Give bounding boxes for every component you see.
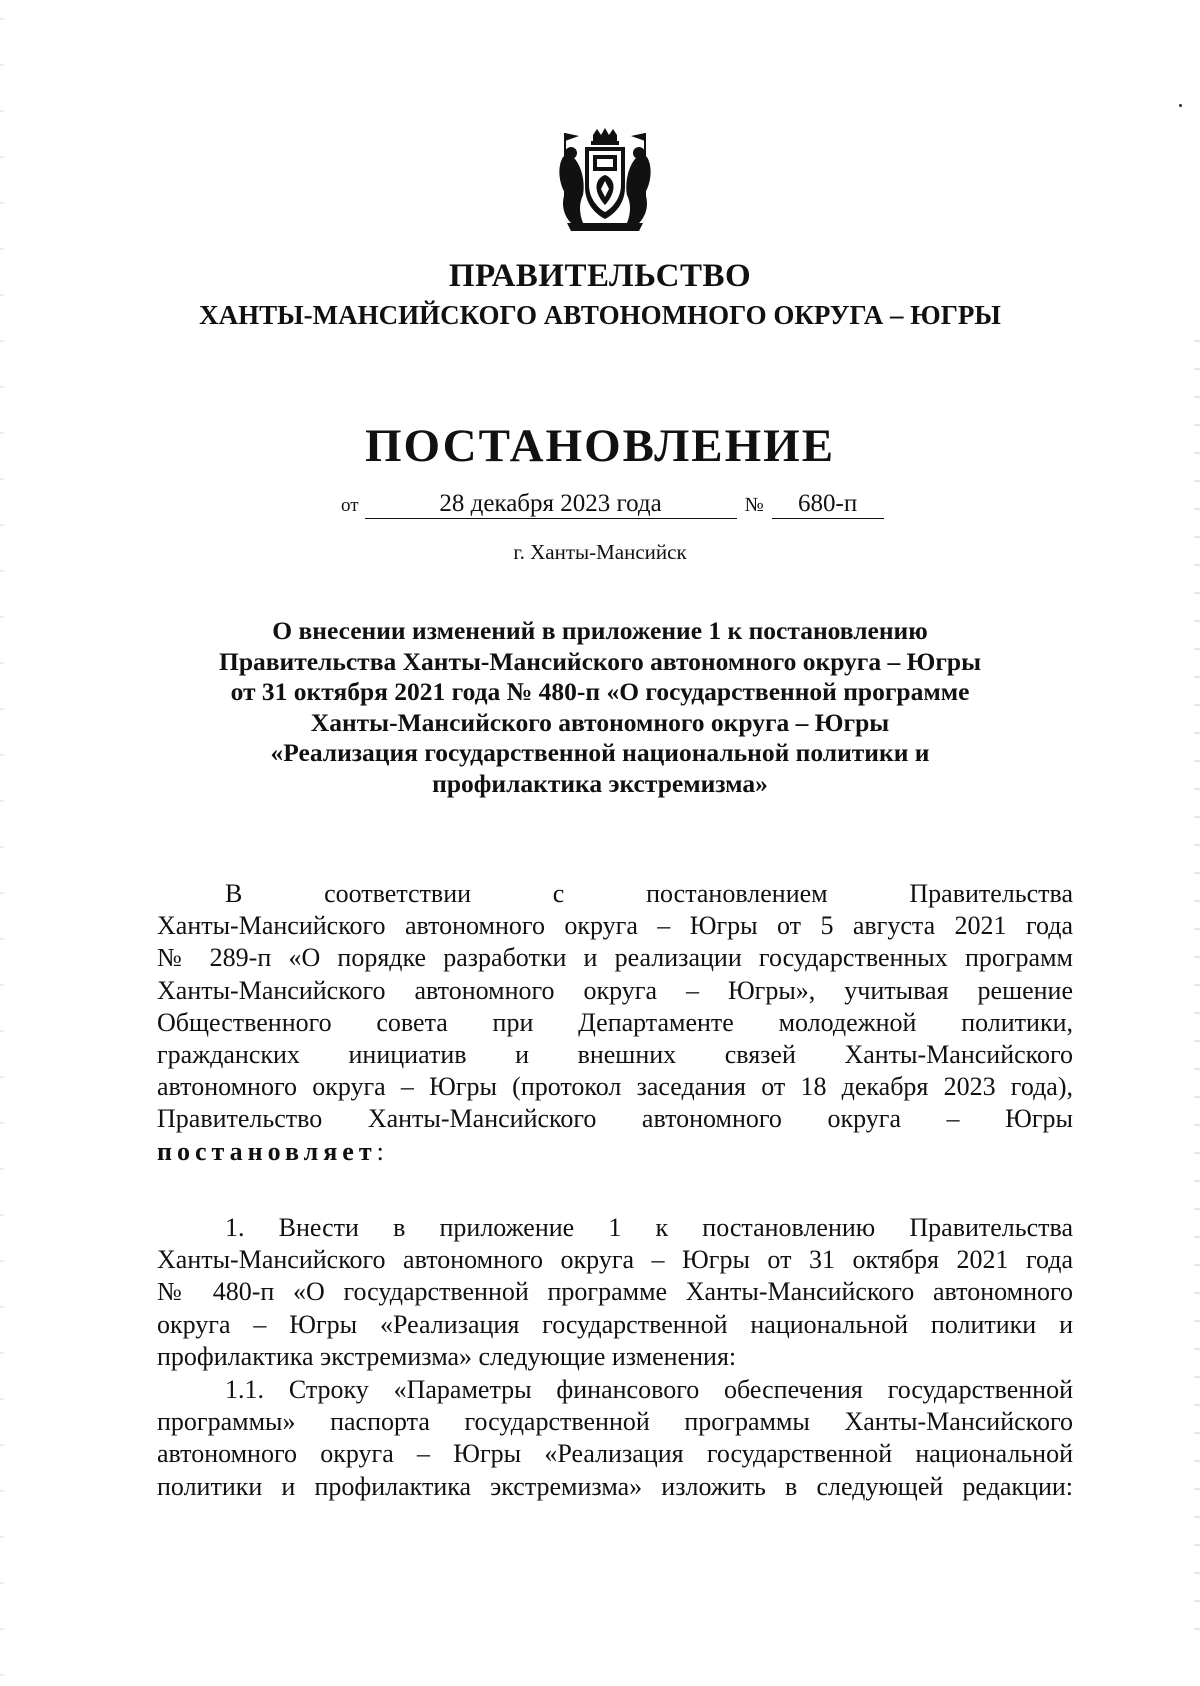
- preamble-line: № 289-п «О порядке разработки и реализации государственных программ: [157, 943, 1073, 973]
- document-heading: [160, 616, 1040, 799]
- item-1-1-line: программы» паспорта государственной программы Ханты-Мансийского: [157, 1407, 1073, 1437]
- preamble-line: автономного округа – Югры (протокол заседания от 18 декабря 2023 года),: [157, 1072, 1073, 1102]
- document-type-title: ПОСТАНОВЛЕНИЕ: [364, 420, 836, 472]
- item-1-paragraph: [157, 1212, 1073, 1373]
- heading-line: О внесении изменений в приложение 1 к постановлению: [272, 616, 928, 645]
- item-1-line: Ханты-Мансийского автономного округа – Югры от 31 октября 2021 года: [157, 1245, 1073, 1275]
- item-1-line: профилактика экстремизма» следующие изменения:: [157, 1341, 737, 1371]
- preamble-line: Общественного совета при Департаменте молодежной политики,: [157, 1007, 1073, 1037]
- date-prefix: от: [341, 495, 359, 516]
- item-1-line: 1. Внести в приложение 1 к постановлению Правительства: [225, 1213, 1073, 1242]
- government-title: ПРАВИТЕЛЬСТВО: [448, 258, 752, 294]
- scan-edge-right: [1194, 330, 1200, 1630]
- heading-line: профилактика экстремизма»: [432, 768, 768, 798]
- scan-edge-left: [0, 0, 4, 1686]
- item-1-1-paragraph: [157, 1374, 1073, 1503]
- resolves-word: постановляет: [157, 1136, 377, 1166]
- government-subtitle: ХАНТЫ-МАНСИЙСКОГО АВТОНОМНОГО ОКРУГА – ЮГРЫ: [199, 300, 1001, 330]
- heading-line: «Реализация государственной национальной политики и: [270, 738, 930, 767]
- item-1-1-line: автономного округа – Югры «Реализация государственной национальной: [157, 1439, 1073, 1469]
- item-1-line: № 480-п «О государственной программе Ханты-Мансийского автономного: [157, 1277, 1073, 1307]
- document-date: 28 декабря 2023 года: [365, 490, 737, 519]
- preamble-paragraph: [157, 878, 1073, 1168]
- preamble-line: Ханты-Мансийского автономного округа – Югры», учитывая решение: [157, 975, 1073, 1005]
- resolves-suffix: :: [376, 1136, 384, 1166]
- preamble-line: Правительство Ханты-Мансийского автономного округа – Югры: [157, 1104, 1073, 1134]
- heading-line: Ханты-Мансийского автономного округа – Югры: [310, 707, 890, 737]
- coat-of-arms-icon: [555, 127, 655, 233]
- preamble-line: В соответствии с постановлением Правительства: [225, 879, 1073, 908]
- document-city: г. Ханты-Мансийск: [513, 540, 687, 564]
- heading-line: от 31 октября 2021 года № 480-п «О государственной программе: [230, 677, 970, 706]
- heading-line: Правительства Ханты-Мансийского автономного округа – Югры: [218, 646, 981, 676]
- item-1-1-line: 1.1. Строку «Параметры финансового обеспечения государственной: [225, 1375, 1073, 1404]
- number-prefix: №: [744, 494, 764, 516]
- item-1-1-line: политики и профилактика экстремизма» изложить в следующей редакции:: [157, 1471, 1073, 1501]
- item-1-line: округа – Югры «Реализация государственной национальной политики и: [157, 1309, 1073, 1339]
- date-number-line: [341, 490, 884, 522]
- document-number: 680-п: [772, 490, 884, 519]
- scan-speck: [1179, 104, 1182, 107]
- resolves-line: [157, 1136, 1073, 1168]
- preamble-line: гражданских инициатив и внешних связей Ханты-Мансийского: [157, 1039, 1073, 1069]
- preamble-line: Ханты-Мансийского автономного округа – Югры от 5 августа 2021 года: [157, 911, 1073, 941]
